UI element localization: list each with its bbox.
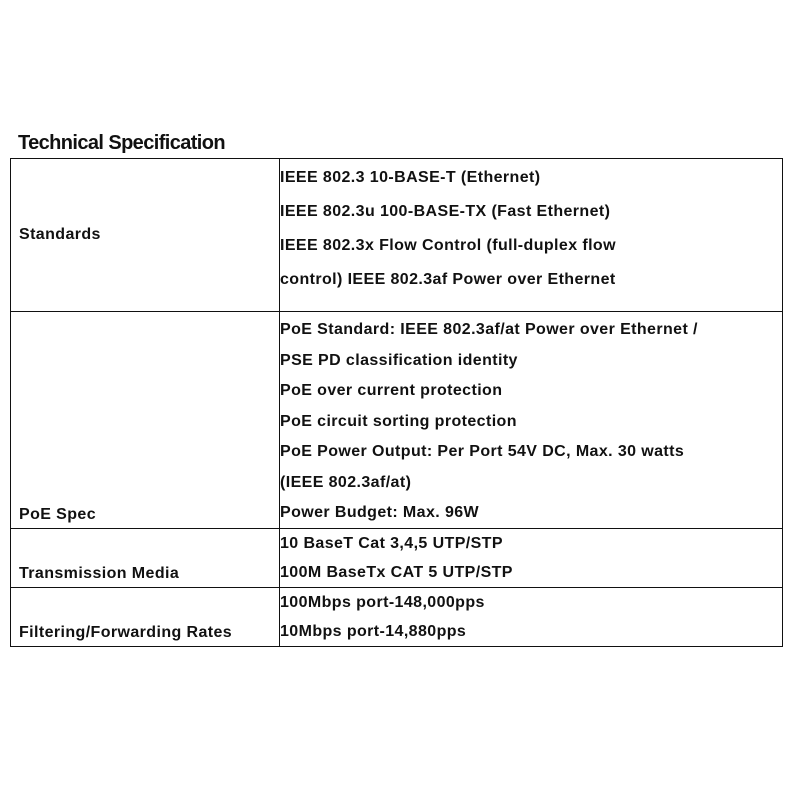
row-value-cell — [280, 528, 783, 587]
spec-line: (IEEE 802.3af/at) — [280, 473, 412, 491]
row-value-cell — [280, 159, 783, 312]
spec-table — [10, 158, 783, 647]
row-label-cell — [11, 528, 280, 587]
spec-line: PoE Power Output: Per Port 54V DC, Max. 30 watts — [280, 443, 685, 460]
table-row — [11, 528, 783, 587]
row-value-cell — [280, 312, 783, 529]
table-row — [11, 312, 783, 529]
spec-line: IEEE 802.3u 100-BASE-TX (Fast Ethernet) — [280, 203, 611, 220]
spec-line: 100M BaseTx CAT 5 UTP/STP — [280, 563, 513, 581]
spec-line: PoE Standard: IEEE 802.3af/at Power over Ethernet / — [280, 321, 698, 338]
spec-line: PoE circuit sorting protection — [280, 412, 517, 430]
row-label-cell — [11, 587, 280, 646]
spec-line: Power Budget: Max. 96W — [280, 504, 480, 521]
row-label: Standards — [19, 226, 101, 243]
spec-line: 10 BaseT Cat 3,4,5 UTP/STP — [280, 534, 503, 552]
table-row — [11, 159, 783, 312]
row-label: Transmission Media — [19, 564, 180, 582]
spec-line: PoE over current protection — [280, 382, 503, 399]
row-label-cell — [11, 159, 280, 312]
row-label: Filtering/Forwarding Rates — [19, 623, 233, 641]
spec-line: IEEE 802.3x Flow Control (full-duplex flow — [280, 237, 616, 254]
spec-line: PSE PD classification identity — [280, 351, 518, 369]
table-row — [11, 587, 783, 646]
row-label: PoE Spec — [19, 505, 97, 523]
spec-line: 10Mbps port-14,880pps — [280, 622, 467, 640]
row-label-cell — [11, 312, 280, 529]
spec-line: IEEE 802.3 10-BASE-T (Ethernet) — [280, 169, 541, 186]
row-value-cell — [280, 587, 783, 646]
page-title: Technical Specification — [18, 132, 226, 154]
spec-line: control) IEEE 802.3af Power over Ethernet — [280, 271, 616, 288]
spec-line: 100Mbps port-148,000pps — [280, 593, 485, 611]
